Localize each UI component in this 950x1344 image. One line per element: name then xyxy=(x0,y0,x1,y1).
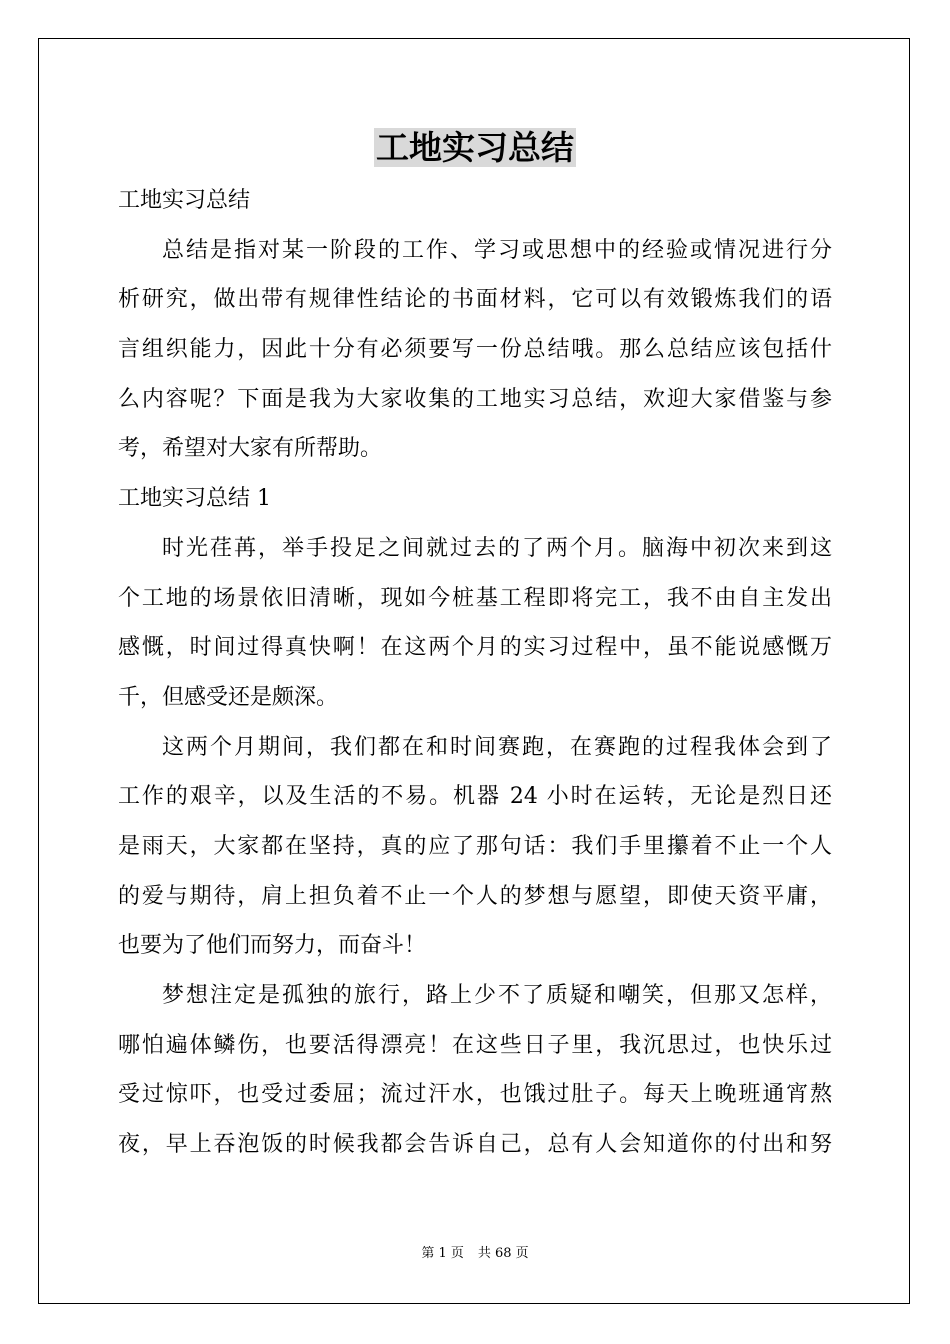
body-line: 是雨天，大家都在坚持，真的应了那句话：我们手里攥着不止一个人 xyxy=(118,833,832,859)
body-line: 析研究，做出带有规律性结论的书面材料，它可以有效锻炼我们的语 xyxy=(118,287,832,313)
body-line: 工地实习总结 1 xyxy=(118,486,271,512)
body-line: 工作的艰辛，以及生活的不易。机器 24 小时在运转，无论是烈日还 xyxy=(118,784,832,810)
body-line: 受过惊吓，也受过委屈；流过汗水，也饿过肚子。每天上晚班通宵熬 xyxy=(118,1082,832,1108)
body-line: 时光荏苒，举手投足之间就过去的了两个月。脑海中初次来到这 xyxy=(162,535,832,561)
document-body xyxy=(118,176,832,1170)
body-line: 的爱与期待，肩上担负着不止一个人的梦想与愿望，即使天资平庸， xyxy=(118,883,832,909)
body-line: 这两个月期间，我们都在和时间赛跑，在赛跑的过程我体会到了 xyxy=(162,734,832,760)
body-line: 么内容呢？下面是我为大家收集的工地实习总结，欢迎大家借鉴与参 xyxy=(118,386,832,412)
page-footer xyxy=(0,1245,950,1263)
body-line: 个工地的场景依旧清晰，现如今桩基工程即将完工，我不由自主发出 xyxy=(118,585,832,611)
body-line: 言组织能力，因此十分有必须要写一份总结哦。那么总结应该包括什 xyxy=(118,337,832,363)
document-title xyxy=(0,126,950,170)
body-line: 工地实习总结 xyxy=(118,188,251,213)
body-line: 总结是指对某一阶段的工作、学习或思想中的经验或情况进行分 xyxy=(162,237,832,263)
page-total: 共 68 页 xyxy=(477,1246,529,1261)
document-title-text: 工地实习总结 xyxy=(376,128,574,167)
body-line: 千，但感受还是颇深。 xyxy=(118,684,339,710)
body-line: 考，希望对大家有所帮助。 xyxy=(118,436,383,462)
body-line: 感慨，时间过得真快啊！在这两个月的实习过程中，虽不能说感慨万 xyxy=(118,635,832,661)
body-line: 夜，早上吞泡饭的时候我都会告诉自己，总有人会知道你的付出和努 xyxy=(118,1132,832,1158)
body-line: 哪怕遍体鳞伤，也要活得漂亮！在这些日子里，我沉思过，也快乐过 xyxy=(118,1032,832,1058)
page-number: 第 1 页 xyxy=(421,1246,464,1261)
body-line: 也要为了他们而努力，而奋斗！ xyxy=(118,933,427,959)
body-line: 梦想注定是孤独的旅行，路上少不了质疑和嘲笑，但那又怎样， xyxy=(162,983,832,1008)
